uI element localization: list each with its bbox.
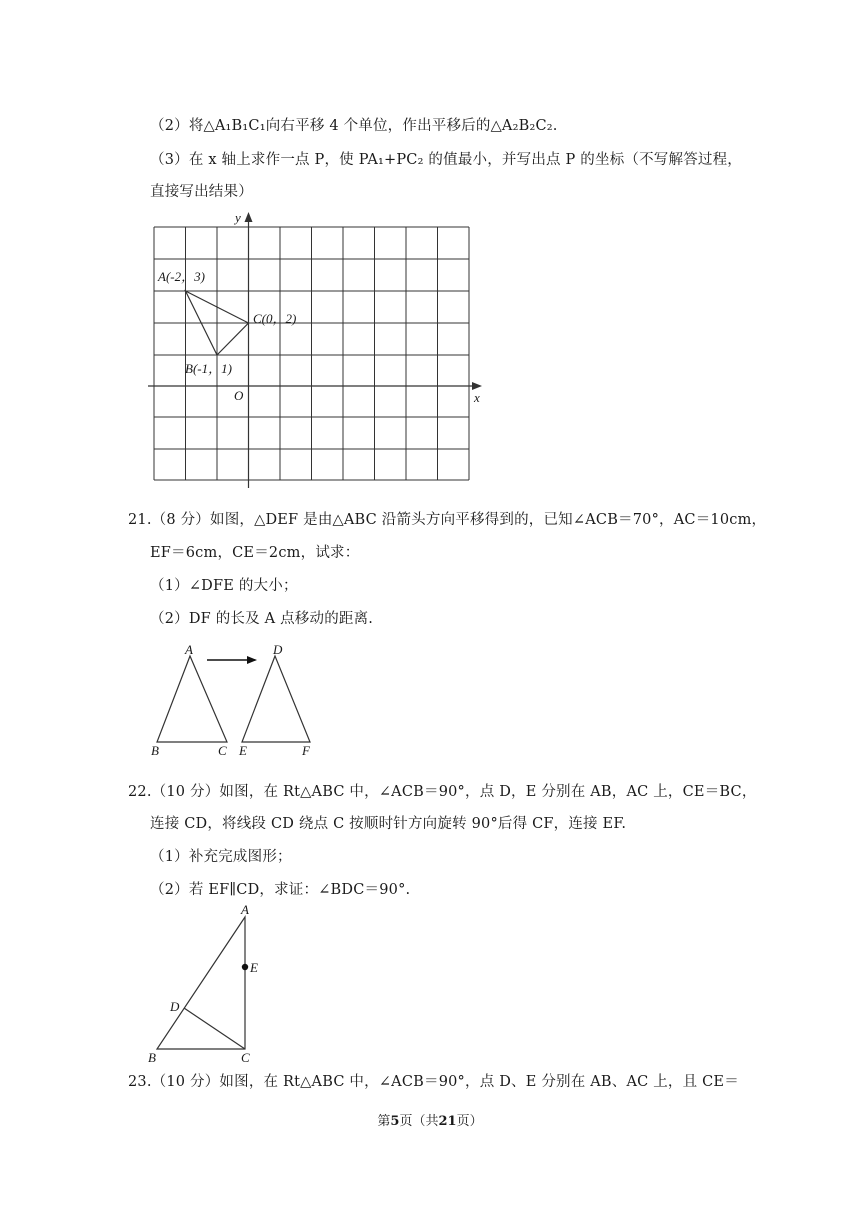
q20-part2: （2）将△A₁B₁C₁向右平移 4 个单位，作出平移后的△A₂B₂C₂. xyxy=(150,118,558,134)
q21-part1: （1）∠DFE 的大小； xyxy=(150,578,298,594)
point-b-label: B xyxy=(148,1050,156,1065)
footer-suffix: 页） xyxy=(456,1114,483,1129)
point-c-label: C(0，2) xyxy=(253,311,297,326)
grid-lines xyxy=(154,227,469,480)
footer-page-number: 5 xyxy=(390,1114,400,1129)
triangle-abc xyxy=(157,917,245,1049)
translation-arrowhead xyxy=(247,656,257,664)
q21-stem-line2: EF＝6cm，CE＝2cm，试求： xyxy=(150,545,360,561)
point-d-label: D xyxy=(273,642,283,657)
triangle-def xyxy=(242,656,310,742)
point-c-label: C xyxy=(218,743,227,758)
footer-total-pages: 21 xyxy=(438,1114,457,1129)
coordinate-grid-figure xyxy=(140,210,490,490)
translation-figure xyxy=(145,638,335,763)
page-footer xyxy=(0,1110,860,1129)
footer-prefix: 第 xyxy=(377,1114,391,1129)
q20-part3-line1: （3）在 x 轴上求作一点 P，使 PA₁+PC₂ 的值最小，并写出点 P 的坐标（不写解答过程， xyxy=(150,152,742,168)
point-e-label: E xyxy=(250,960,258,975)
point-a-label: A xyxy=(185,642,193,657)
right-triangle-figure xyxy=(145,898,285,1066)
q22-part2: （2）若 EF∥CD，求证：∠BDC＝90°. xyxy=(150,882,411,898)
origin-label: O xyxy=(234,388,244,403)
footer-middle: 页（共 xyxy=(399,1114,439,1129)
x-axis-arrow xyxy=(472,382,482,390)
point-e-label: E xyxy=(239,743,247,758)
point-f-label: F xyxy=(302,743,310,758)
point-a-label: A(-2，3) xyxy=(158,269,205,284)
point-b-label: B xyxy=(151,743,159,758)
q20-part3-line2: 直接写出结果） xyxy=(150,184,253,200)
y-axis-label: y xyxy=(235,210,241,225)
y-axis-arrow xyxy=(245,212,253,222)
point-a-label: A xyxy=(241,902,249,917)
triangle-abc xyxy=(157,656,227,742)
q22-stem-line1: 22.（10 分）如图，在 Rt△ABC 中，∠ACB＝90°，点 D，E 分别在 AB，AC 上，CE＝BC， xyxy=(128,784,757,800)
q22-stem-line2: 连接 CD，将线段 CD 绕点 C 按顺时针方向旋转 90°后得 CF，连接 EF. xyxy=(150,816,627,832)
q21-stem-line1: 21.（8 分）如图，△DEF 是由△ABC 沿箭头方向平移得到的，已知∠ACB＝70°，AC＝10cm， xyxy=(128,512,767,528)
x-axis-label: x xyxy=(474,390,480,405)
q22-part1: （1）补充完成图形； xyxy=(150,849,292,865)
point-b-label: B(-1，1) xyxy=(185,361,232,376)
point-e-dot xyxy=(242,964,248,970)
q23-stem-line1: 23.（10 分）如图，在 Rt△ABC 中，∠ACB＝90°，点 D、E 分别在 AB、AC 上，且 CE＝ xyxy=(128,1074,739,1090)
point-c-label: C xyxy=(241,1050,250,1065)
segment-cd xyxy=(184,1008,245,1049)
q21-part2: （2）DF 的长及 A 点移动的距离. xyxy=(150,611,374,627)
point-d-label: D xyxy=(170,999,180,1014)
